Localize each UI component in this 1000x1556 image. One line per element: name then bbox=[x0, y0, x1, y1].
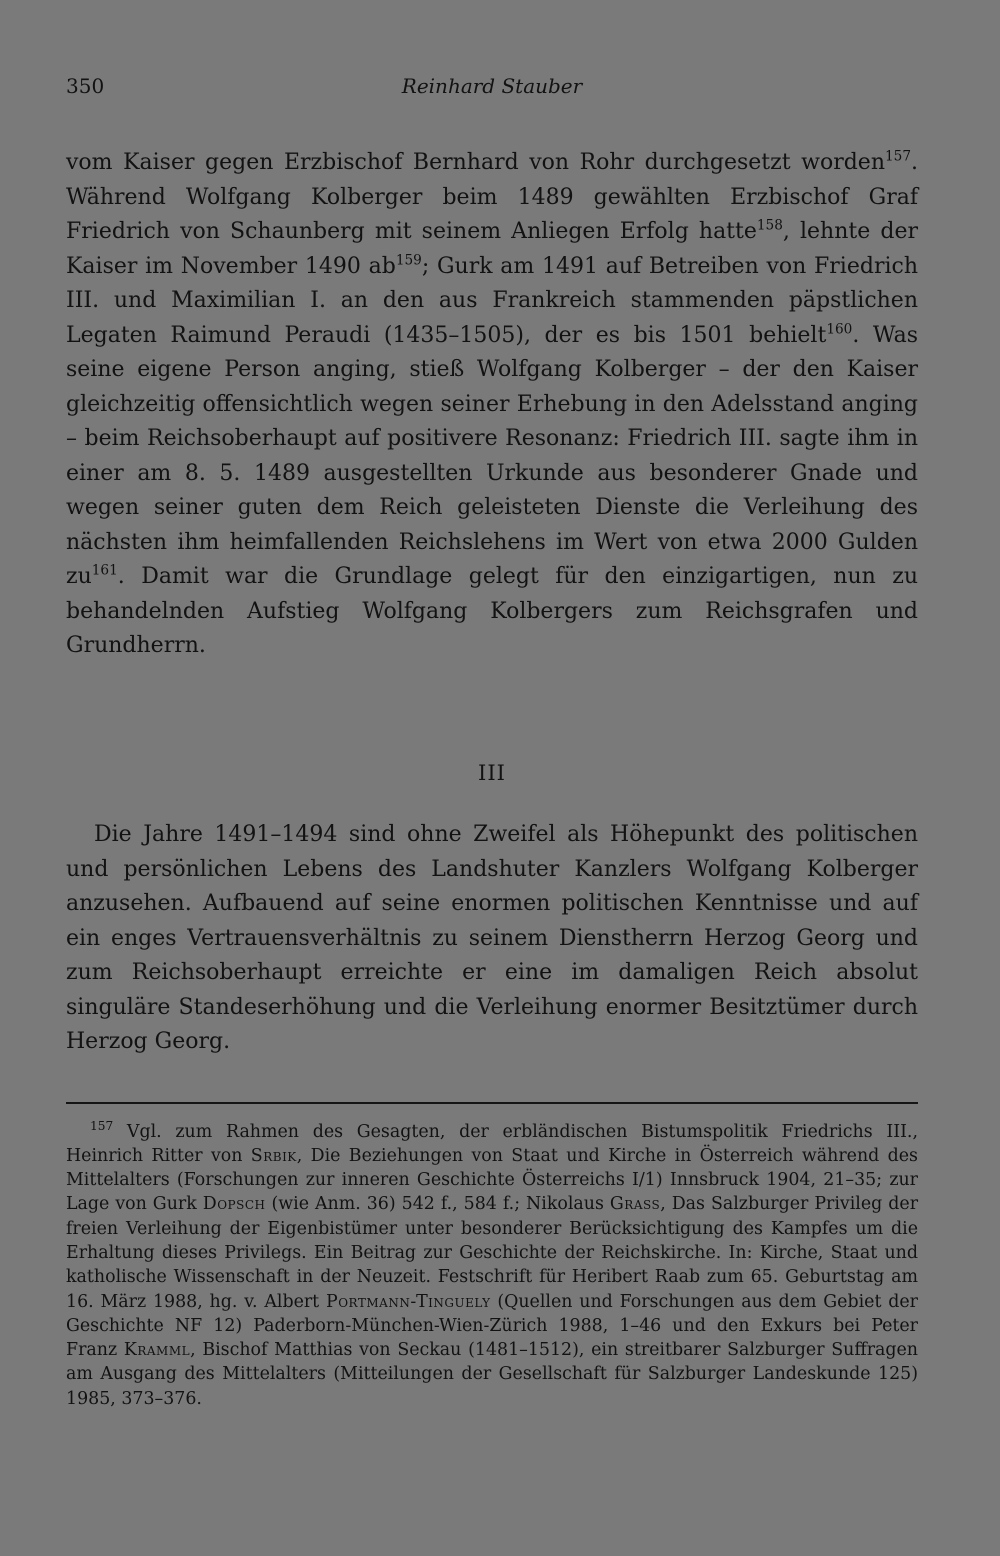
footnote-157-part-a: Vgl. zum Rahmen des Gesagten, der erbländischen Bistumspolitik Friedrichs III., Heinrich Ritter von bbox=[66, 1121, 918, 1166]
footnote-157 bbox=[66, 1120, 918, 1412]
footnote-157-part-e: (Quellen und Forschungen aus dem Gebiet der Geschichte NF 12) Paderborn-München-Wien-Zürich 1988, 1–46 und den Exkurs bei Peter Franz bbox=[66, 1291, 918, 1361]
footnote-divider bbox=[66, 1102, 918, 1104]
footnote-ref-158: 158 bbox=[756, 217, 783, 234]
paragraph-1-part-d: ; Gurk am 1491 auf Betreiben von Friedrich III. und Maximilian I. an den aus Frankreich stammenden päpstlichen Legaten Raimund Peraudi (1435–1505), der es bis 1501 behielt bbox=[66, 253, 918, 348]
section-heading: III bbox=[478, 760, 506, 785]
footnote-157-part-c: (wie Anm. 36) 542 f., 584 f.; Nikolaus bbox=[265, 1194, 610, 1215]
paragraph-1-part-f: . Damit war die Grundlage gelegt für den einzigartigen, nun zu behandelnden Aufstieg Wolfgang Kolbergers zum Reichsgrafen und Grundherrn. bbox=[66, 564, 918, 658]
footnote-ref-161: 161 bbox=[91, 562, 118, 579]
paragraph-1-part-c: , lehnte der Kaiser im November 1490 ab bbox=[66, 219, 918, 279]
footnote-157-part-b: , Die Beziehungen von Staat und Kirche in Österreich während des Mittelalters (Forschungen zur inneren Geschichte Österreichs I/1) Innsbruck 1904, 21–35; zur Lage von Gurk bbox=[66, 1145, 918, 1215]
footnote-ref-160: 160 bbox=[826, 321, 853, 338]
author-grass: Grass bbox=[609, 1194, 661, 1215]
author-srbik: Srbik bbox=[250, 1145, 297, 1166]
paragraph-1-part-b: . Während Wolfgang Kolberger beim 1489 gewählten Erzbischof Graf Friedrich von Schaunberg mit seinem Anliegen Erfolg hatte bbox=[66, 150, 918, 244]
main-text bbox=[66, 146, 918, 1060]
footnote-157-part-f: , Bischof Matthias von Seckau (1481–1512), ein streitbarer Salzburger Suffragen am Ausgang des Mittelalters (Mitteilungen der Gesellschaft für Salzburger Landeskunde 125) 1985, 373–376. bbox=[66, 1340, 918, 1409]
paragraph-1 bbox=[66, 146, 918, 664]
author-portmann-tinguely: Portmann-Tinguely bbox=[326, 1291, 491, 1312]
paragraph-1-part-a: vom Kaiser gegen Erzbischof Bernhard von Rohr durchgesetzt worden bbox=[66, 150, 885, 175]
author-dopsch: Dopsch bbox=[202, 1194, 266, 1215]
document-page bbox=[66, 74, 918, 1411]
paragraph-1-part-e: . Was seine eigene Person anging, stieß Wolfgang Kolberger – der den Kaiser gleichzeitig offensichtlich wegen seiner Erhebung in den Adelsstand anging – beim Reichsoberhaupt auf positivere Resonanz: Friedrich III. sagte ihm in einer am 8. 5. 1489 ausgestellten Urkunde aus besonderer Gnade und wegen seiner guten dem Reich geleisteten Dienste die Verleihung des nächsten ihm heimfallenden Reichslehens im Wert von etwa 2000 Gulden zu bbox=[66, 322, 918, 589]
footnote-157-part-d: , Das Salzburger Privileg der freien Verleihung der Eigenbistümer unter besonderer Berücksichtigung des Kampfes um die Erhaltung dieses Privilegs. Ein Beitrag zur Geschichte der Reichskirche. In: Kirche, Staat und katholische Wissenschaft in der Neuzeit. Festschrift für Heribert Raab zum 65. Geburtstag am 16. März 1988, hg. v. Albert bbox=[66, 1194, 919, 1312]
footnotes bbox=[66, 1120, 918, 1412]
footnote-number-157: 157 bbox=[90, 1118, 114, 1133]
running-head: Reinhard Stauber bbox=[401, 74, 583, 98]
paragraph-2: Die Jahre 1491–1494 sind ohne Zweifel als Höhepunkt des politischen und persönlichen Lebens des Landshuter Kanzlers Wolfgang Kolberger anzusehen. Aufbauend auf seine enormen politischen Kenntnisse und auf ein enges Vertrauensverhältnis zu seinem Dienstherrn Herzog Georg und zum Reichsoberhaupt erreichte er eine im damaligen Reich absolut singuläre Standeserhöhung und die Verleihung enormer Besitztümer durch Herzog Georg. bbox=[66, 822, 918, 1054]
footnote-ref-159: 159 bbox=[395, 252, 422, 269]
footnote-ref-157: 157 bbox=[884, 148, 911, 165]
page-header bbox=[66, 74, 918, 108]
page-number: 350 bbox=[66, 74, 105, 98]
author-kramml: Kramml bbox=[123, 1340, 191, 1361]
